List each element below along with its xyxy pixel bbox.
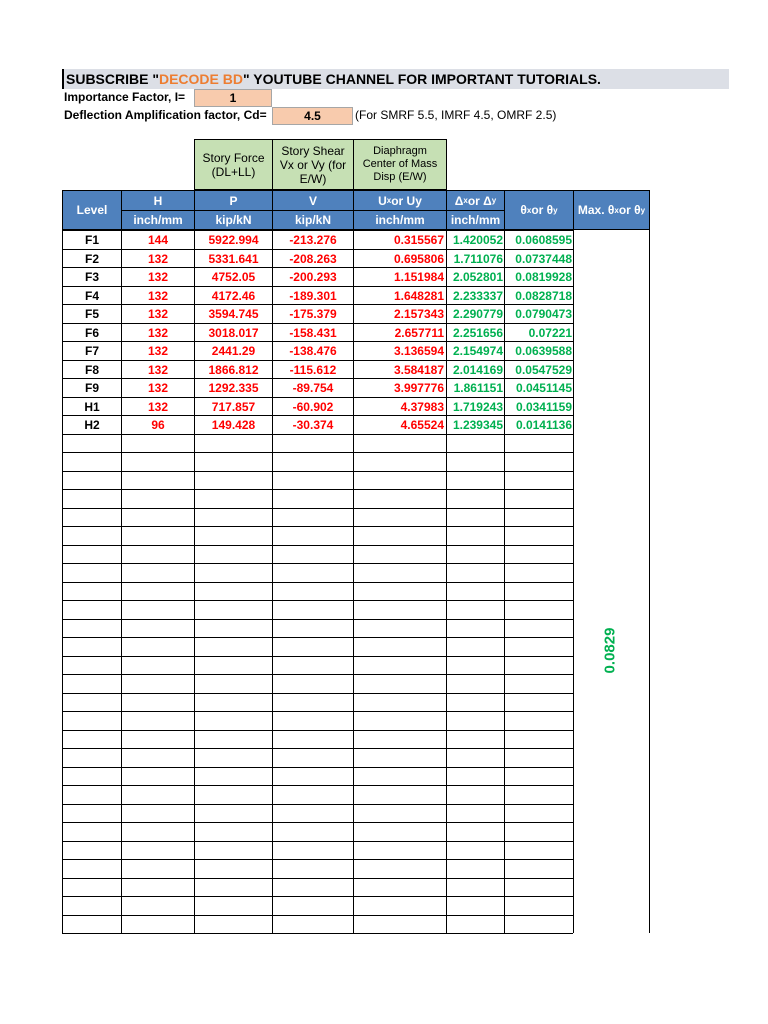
cell-t: 0.0639588: [515, 344, 572, 358]
delta-header-sub1: x: [463, 196, 468, 205]
cell-u: 4.65524: [400, 418, 444, 432]
cell-p: 3594.745: [208, 307, 259, 321]
banner-prefix: SUBSCRIBE ": [66, 71, 159, 87]
cell-h: 132: [147, 381, 169, 395]
cell-u: 2.157343: [393, 307, 444, 321]
deflection-factor-label: Deflection Amplification factor, Cd=: [64, 108, 267, 122]
v-header: V: [272, 190, 354, 211]
cell-h: 96: [151, 418, 165, 432]
max-theta-header-mid: or θ: [618, 203, 641, 217]
theta-header-pre: θ: [520, 203, 527, 217]
cell-h: 132: [147, 326, 169, 340]
cell-u: 1.648281: [393, 289, 444, 303]
diaphragm-header: Diaphragm Center of Mass Disp (E/W): [353, 139, 447, 190]
cell-p: 2441.29: [211, 344, 256, 358]
u-header-pre: U: [378, 193, 387, 208]
h-header: H: [121, 190, 195, 211]
cell-u: 3.997776: [393, 381, 444, 395]
cell-d: 1.861151: [453, 381, 503, 395]
cell-p: 3018.017: [208, 326, 259, 340]
v-unit-header: kip/kN: [272, 210, 354, 230]
cell-u: 3.584187: [393, 363, 444, 377]
cell-u: 4.37983: [400, 400, 444, 414]
cell-h: 132: [147, 400, 169, 414]
cell-u: 3.136594: [393, 344, 444, 358]
h-unit-header: inch/mm: [121, 210, 195, 230]
cell-t: 0.0451145: [515, 381, 572, 395]
importance-factor-label: Importance Factor, I=: [64, 90, 186, 104]
importance-factor-input[interactable]: 1: [194, 89, 272, 107]
cell-d: 2.251656: [452, 326, 503, 340]
max-theta-value: 0.0829: [601, 627, 619, 673]
banner-brand: DECODE BD: [158, 71, 243, 87]
delta-unit-header: inch/mm: [446, 210, 505, 230]
story-shear-header: Story Shear Vx or Vy (for E/W): [272, 139, 354, 190]
cell-d: 1.239345: [452, 418, 503, 432]
cell-v: -189.301: [289, 289, 337, 303]
u-header-sub: x: [386, 196, 392, 205]
cell-level: F9: [84, 381, 99, 395]
cell-h: 132: [147, 289, 169, 303]
max-theta-header-pre: Max. θ: [577, 203, 615, 217]
cell-p: 4172.46: [211, 289, 256, 303]
cell-p: 5922.994: [208, 233, 259, 247]
cell-v: -175.379: [289, 307, 337, 321]
cell-t: 0.0547529: [515, 363, 572, 377]
cell-d: 2.233337: [452, 289, 503, 303]
level-header: Level: [62, 190, 122, 230]
cell-d: 1.420052: [452, 233, 503, 247]
cell-v: -138.476: [289, 344, 337, 358]
cell-p: 5331.641: [208, 252, 259, 266]
cell-h: 144: [147, 233, 169, 247]
cell-u: 1.151984: [393, 270, 444, 284]
delta-header-mid: or Δ: [467, 193, 492, 208]
cell-t: 0.0608595: [515, 233, 572, 247]
max-theta-header-sub1: x: [614, 205, 619, 215]
cell-h: 132: [147, 270, 169, 284]
cell-t: 0.0828718: [515, 289, 572, 303]
deflection-note: (For SMRF 5.5, IMRF 4.5, OMRF 2.5): [355, 108, 557, 122]
cell-v: -60.902: [292, 400, 334, 414]
cell-level: F7: [84, 344, 99, 358]
cell-t: 0.0341159: [515, 400, 572, 414]
max-theta-cell: [575, 600, 645, 700]
cell-level: F2: [84, 252, 99, 266]
cell-v: -213.276: [289, 233, 337, 247]
cell-p: 1292.335: [208, 381, 259, 395]
cell-u: 0.695806: [393, 252, 444, 266]
cell-t: 0.0790473: [515, 307, 572, 321]
cell-t: 0.0819928: [515, 270, 572, 284]
cell-level: F1: [84, 233, 99, 247]
cell-d: 1.711076: [453, 252, 503, 266]
delta-header-pre: Δ: [454, 193, 464, 208]
cell-v: -30.374: [292, 418, 334, 432]
delta-header-sub2: y: [491, 196, 497, 205]
cell-u: 0.315567: [393, 233, 444, 247]
cell-p: 717.857: [211, 400, 256, 414]
cell-t: 0.07221: [528, 326, 572, 340]
p-header: P: [194, 190, 273, 211]
cell-d: 2.290779: [452, 307, 503, 321]
cell-level: F3: [84, 270, 99, 284]
cell-level: F5: [84, 307, 99, 321]
cell-h: 132: [147, 252, 169, 266]
cell-d: 1.719243: [452, 400, 503, 414]
cell-v: -158.431: [289, 326, 337, 340]
theta-header-sub2: y: [553, 205, 558, 215]
banner-suffix: " YOUTUBE CHANNEL FOR IMPORTANT TUTORIALS.: [243, 71, 601, 87]
cell-p: 4752.05: [211, 270, 256, 284]
cell-h: 132: [147, 344, 169, 358]
cell-u: 2.657711: [394, 326, 444, 340]
cell-level: F6: [84, 326, 99, 340]
cell-h: 132: [147, 307, 169, 321]
u-unit-header: inch/mm: [353, 210, 447, 230]
cell-v: -200.293: [289, 270, 337, 284]
cell-h: 132: [147, 363, 169, 377]
cell-t: 0.0737448: [515, 252, 572, 266]
story-force-header: Story Force (DL+LL): [194, 139, 273, 190]
cell-v: -208.263: [289, 252, 337, 266]
cell-p: 149.428: [211, 418, 256, 432]
cell-d: 2.154974: [452, 344, 503, 358]
cell-v: -89.754: [292, 381, 334, 395]
deflection-factor-input[interactable]: 4.5: [272, 107, 353, 125]
cell-level: F8: [84, 363, 99, 377]
u-header-post: or Uy: [391, 193, 422, 208]
cell-level: H2: [84, 418, 100, 432]
cell-d: 2.052801: [452, 270, 503, 284]
theta-header-sub1: x: [526, 205, 532, 215]
max-theta-header-sub2: y: [640, 205, 646, 215]
cell-d: 2.014169: [452, 363, 503, 377]
cell-v: -115.612: [289, 363, 337, 377]
p-unit-header: kip/kN: [194, 210, 273, 230]
cell-p: 1866.812: [208, 363, 259, 377]
cell-t: 0.0141136: [515, 418, 572, 432]
theta-header-mid: or θ: [531, 203, 554, 217]
cell-level: F4: [84, 289, 99, 303]
cell-level: H1: [84, 400, 100, 414]
